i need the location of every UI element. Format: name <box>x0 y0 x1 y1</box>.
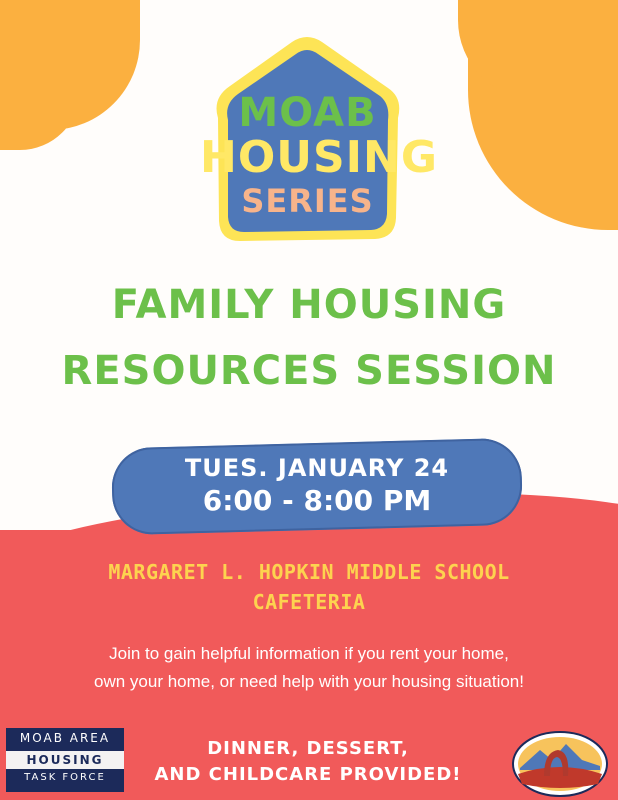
task-force-line-1: MOAB AREA <box>19 731 111 745</box>
venue-room: CAFETERIA <box>252 590 366 614</box>
logo-line-series: SERIES <box>241 182 374 220</box>
event-title-line-1: FAMILY HOUSING <box>111 282 507 328</box>
task-force-line-3: TASK FORCE <box>24 772 106 783</box>
event-date: TUES. JANUARY 24 <box>184 454 450 482</box>
description-line-1: Join to gain helpful information if you rent your home, <box>109 644 509 663</box>
task-force-line-2: HOUSING <box>6 751 124 769</box>
decorative-blob-top-left-small <box>0 90 80 150</box>
grand-county-seal <box>510 730 610 798</box>
amenities-line-2: AND CHILDCARE PROVIDED! <box>154 764 462 785</box>
moab-housing-series-logo <box>200 28 438 248</box>
logo-line-moab: MOAB <box>238 90 377 136</box>
logo-line-housing: HOUSING <box>200 132 438 183</box>
event-title-line-2: RESOURCES SESSION <box>61 348 557 394</box>
description-line-2: own your home, or need help with your housing situation! <box>94 672 524 691</box>
amenities-line-1: DINNER, DESSERT, <box>207 738 409 759</box>
event-time: 6:00 - 8:00 PM <box>202 484 432 517</box>
delicate-arch-seal-icon <box>510 730 610 798</box>
venue-name: MARGARET L. HOPKIN MIDDLE SCHOOL <box>108 560 510 584</box>
moab-area-housing-task-force-logo <box>6 728 124 792</box>
